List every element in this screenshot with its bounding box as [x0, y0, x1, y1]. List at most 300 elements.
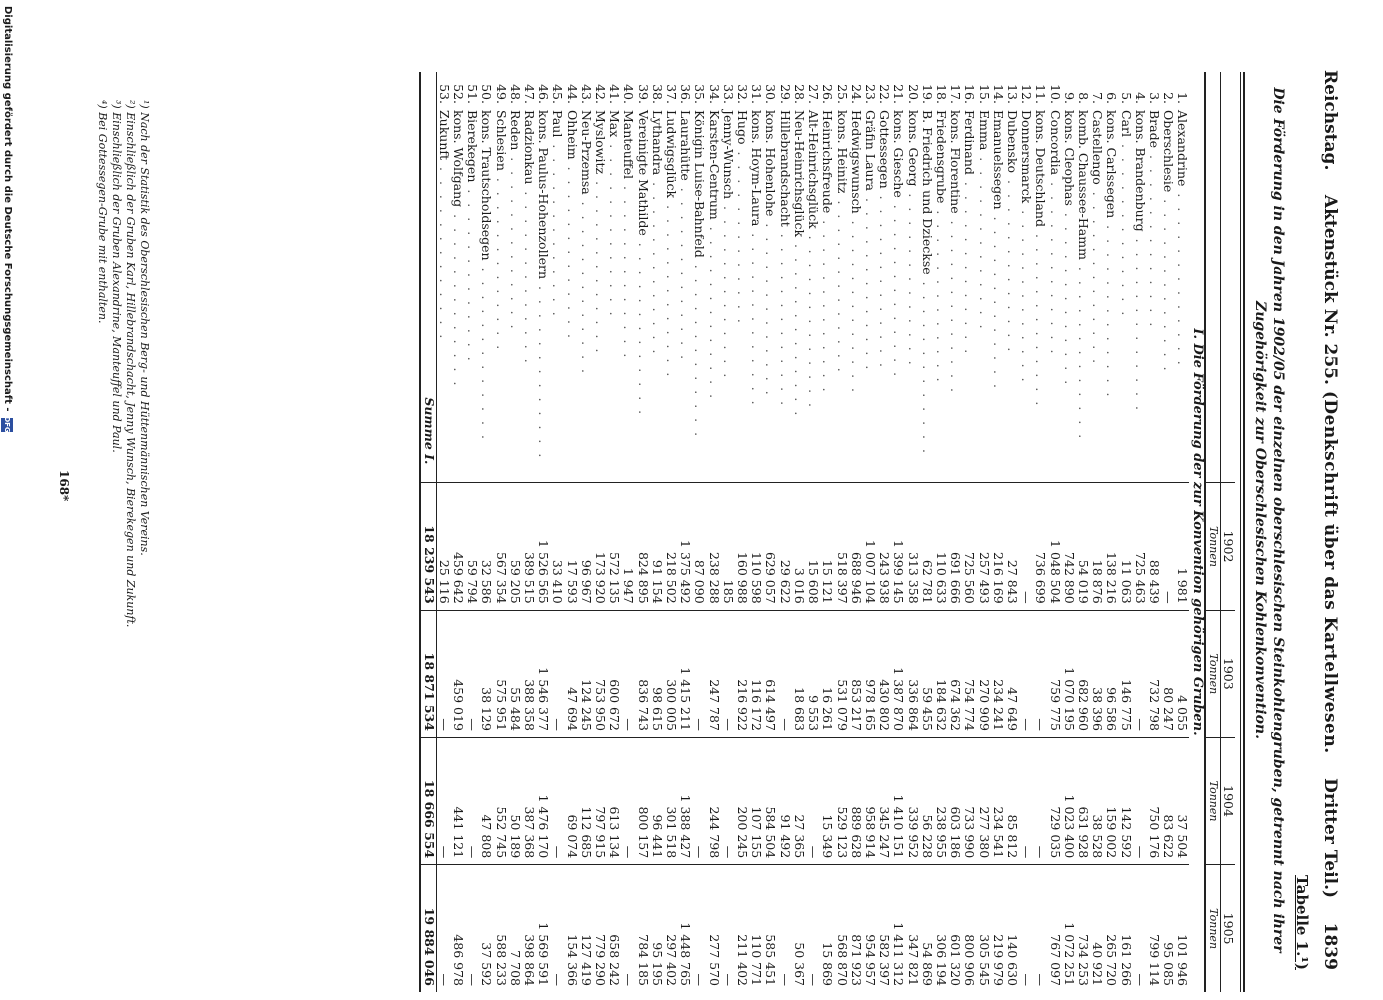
tonnage-cell: 37 592 — [479, 865, 493, 992]
table-row — [735, 72, 749, 992]
tonnage-cell: 96 441 — [650, 737, 664, 864]
mine-name: Gräfin Laura — [862, 110, 878, 192]
mine-name-cell — [1076, 72, 1090, 483]
table-row — [635, 72, 649, 992]
sum-row — [420, 72, 436, 992]
row-number: 1. — [1175, 92, 1191, 104]
table-row — [1005, 72, 1019, 992]
tonnage-cell: — — [1019, 865, 1033, 992]
mine-name-cell — [920, 72, 934, 483]
tonnage-cell: 518 397 — [834, 483, 848, 610]
leader-dots: . . . . . . . . . . . . . — [1004, 173, 1020, 355]
tonnage-cell: — — [1033, 865, 1047, 992]
tonnage-cell: 725 560 — [962, 483, 976, 610]
tonnage-cell: 836 743 — [635, 610, 649, 737]
row-number: 28. — [791, 84, 807, 104]
tonnage-cell: 742 890 — [1062, 483, 1076, 610]
mine-name: Schlesien — [493, 110, 509, 171]
tonnage-cell: 110 633 — [934, 483, 948, 610]
tonnage-cell: 216 922 — [735, 610, 749, 737]
mine-name: kons. Hoym-Laura — [749, 110, 765, 227]
header-year-1902: 1902 — [1220, 483, 1235, 610]
mine-name-cell — [976, 72, 990, 483]
tonnage-cell: 40 921 — [1090, 865, 1104, 992]
table-row — [920, 72, 934, 992]
mine-name: Donnersmarck — [1019, 110, 1035, 204]
tonnage-cell: — — [692, 865, 706, 992]
mine-name: Zukunft — [436, 110, 452, 161]
tonnage-cell: 95 195 — [650, 865, 664, 992]
table-row — [1090, 72, 1104, 992]
tonnage-cell: 691 666 — [948, 483, 962, 610]
tonnage-cell: 55 484 — [508, 610, 522, 737]
mine-name: Friedensgrube — [933, 110, 949, 204]
leader-dots: . . . . . . . . . . . . . — [877, 188, 893, 370]
tonnage-cell: 441 121 — [451, 737, 465, 864]
mine-name-cell — [1033, 72, 1047, 483]
tonnage-cell: 585 451 — [763, 865, 777, 992]
table-row — [1104, 72, 1118, 992]
tonnage-cell: 1 947 — [621, 483, 635, 610]
mine-name-cell — [451, 72, 465, 483]
mine-name: Paul — [550, 110, 566, 138]
tonnage-cell: 889 628 — [849, 737, 863, 864]
header-right: Dritter Teil.) — [1320, 778, 1340, 899]
tonnage-cell: — — [1019, 483, 1033, 610]
table-row — [763, 72, 777, 992]
tonnage-cell: 733 990 — [962, 737, 976, 864]
mine-name: Vereinigte Mathilde — [635, 110, 651, 236]
leader-dots: . . . . . . . . . . . . . — [664, 198, 680, 380]
table-row — [706, 72, 720, 992]
table-row — [493, 72, 507, 992]
table-row — [778, 72, 792, 992]
tonnage-cell: 234 541 — [991, 737, 1005, 864]
tonnage-cell: 238 955 — [934, 737, 948, 864]
mine-name: Hugo — [735, 110, 751, 145]
leader-dots: . . . . . . . . . . . . . — [990, 209, 1006, 391]
table-row — [849, 72, 863, 992]
tonnage-cell: — — [1133, 737, 1147, 864]
mine-name-cell — [635, 72, 649, 483]
mine-name: kons. Wolfgang — [451, 110, 467, 208]
table-row — [1118, 72, 1132, 992]
mine-name-cell — [820, 72, 834, 483]
leader-dots: . . . . . . . . . . . . . — [1146, 148, 1162, 330]
tonnage-cell: 110 771 — [749, 865, 763, 992]
mine-name: Jenny-Wunsch — [720, 110, 736, 200]
tonnage-cell: 9 553 — [806, 610, 820, 737]
tonnage-cell: 753 950 — [593, 610, 607, 737]
mine-name: kons. Trautscholdsegen — [479, 110, 495, 261]
tonnage-cell: 146 775 — [1118, 610, 1132, 737]
leader-dots: . . . . . . . . . . . . . — [948, 213, 964, 395]
tonnage-cell: 87 090 — [692, 483, 706, 610]
row-number: 47. — [522, 84, 538, 104]
mine-name-cell — [1175, 72, 1189, 483]
mine-name-cell — [1118, 72, 1132, 483]
tonnage-cell: 33 410 — [550, 483, 564, 610]
tonnage-cell: 568 870 — [834, 865, 848, 992]
mine-name: kons. Heinitz — [834, 110, 850, 194]
row-number: 53. — [436, 84, 452, 104]
tonnage-cell: 88 439 — [1147, 483, 1161, 610]
table-row — [806, 72, 820, 992]
tonnage-cell: 306 194 — [934, 865, 948, 992]
tonnage-cell: 219 979 — [991, 865, 1005, 992]
mine-name-cell — [1090, 72, 1104, 483]
tonnage-cell: 1 526 565 — [536, 483, 550, 610]
row-number: 16. — [962, 84, 978, 104]
tonnage-cell: 37 504 — [1175, 737, 1189, 864]
tonnage-cell: — — [465, 865, 479, 992]
leader-dots: . . . . . . . . . . . . . — [564, 159, 580, 341]
row-number: 39. — [635, 84, 651, 104]
tonnage-cell: 1 388 427 — [678, 737, 692, 864]
footnote: ³) Einschließlich der Gruben Alexandrine, Manteuffel und Paul. — [110, 100, 123, 453]
mine-name-cell — [678, 72, 692, 483]
tonnage-cell: 688 946 — [849, 483, 863, 610]
mine-name-cell — [735, 72, 749, 483]
row-number: 36. — [678, 84, 694, 104]
tonnage-cell: 1 007 104 — [863, 483, 877, 610]
row-number: 19. — [919, 84, 935, 104]
footnote: ¹) Nach der Statistik des Oberschlesischen Berg- und Hüttenmännischen Vereins. — [138, 100, 151, 556]
tonnage-cell: 38 396 — [1090, 610, 1104, 737]
tonnage-cell: 734 253 — [1076, 865, 1090, 992]
leader-dots: . . . . . . . . . . . . . — [1175, 186, 1191, 368]
mine-name-cell — [536, 72, 550, 483]
leader-dots: . . . . . . . . . . . . . — [522, 184, 538, 366]
tonnage-cell: 797 915 — [593, 737, 607, 864]
mine-name: Hillebrandschacht — [777, 110, 793, 227]
row-number: 3. — [1146, 92, 1162, 104]
tonnage-cell: 978 165 — [863, 610, 877, 737]
tonnage-cell: 799 114 — [1147, 865, 1161, 992]
mine-name: Heinrichsfreude — [820, 110, 836, 214]
leader-dots: . . . . . . . . . . . . . — [1033, 226, 1049, 409]
mine-name-cell — [550, 72, 564, 483]
table-row — [820, 72, 834, 992]
mine-name: Neu-Przemsa — [578, 110, 594, 195]
tonnage-cell: 16 261 — [820, 610, 834, 737]
leader-dots: . . . . . . . . . . . . . — [578, 194, 594, 377]
mine-name: B. Friedrich und Dzieckse — [919, 110, 935, 275]
tonnage-cell: 127 419 — [579, 865, 593, 992]
tonnage-cell: 160 988 — [735, 483, 749, 610]
running-header — [1313, 70, 1347, 970]
tonnage-cell: 277 570 — [706, 865, 720, 992]
table-row — [863, 72, 877, 992]
header-year-1904: 1904 — [1220, 737, 1235, 864]
mine-name-cell — [778, 72, 792, 483]
sum-cell: 18 666 554 — [420, 737, 436, 864]
mine-name-cell — [1019, 72, 1033, 483]
leader-dots: . . . . . . . . . . . . . — [493, 170, 509, 353]
tonnage-cell: — — [721, 865, 735, 992]
production-table — [419, 72, 1235, 992]
tonnage-cell: 15 121 — [820, 483, 834, 610]
mine-name-cell — [1005, 72, 1019, 483]
tonnage-cell: 732 798 — [1147, 610, 1161, 737]
mine-name: Hedwigswunsch — [848, 110, 864, 214]
row-number: 51. — [465, 84, 481, 104]
mine-name-cell — [579, 72, 593, 483]
tonnage-cell: 631 928 — [1076, 737, 1090, 864]
tonnage-cell: — — [621, 610, 635, 737]
mine-name: Karsten-Centrum — [706, 110, 722, 220]
tonnage-cell: 529 123 — [834, 737, 848, 864]
table-row — [749, 72, 763, 992]
mine-name: kons. Brandenburg — [1132, 110, 1148, 232]
leader-dots: . . . . . . . . . . . . . — [436, 160, 452, 342]
top-rule-thin — [1240, 72, 1241, 992]
tonnage-cell: — — [436, 737, 451, 864]
tonnage-cell: 140 630 — [1005, 865, 1019, 992]
tonnage-cell: 184 632 — [934, 610, 948, 737]
tonnage-cell: 18 876 — [1090, 483, 1104, 610]
row-number: 37. — [664, 84, 680, 104]
leader-dots: . . . . . . . . . . . . . — [1118, 137, 1134, 319]
tonnage-cell: 1 569 591 — [536, 865, 550, 992]
header-year-1905: 1905 — [1220, 865, 1235, 992]
leader-dots: . . . . . . . . . . . . . — [891, 197, 907, 380]
tonnage-cell: 954 957 — [863, 865, 877, 992]
table-row — [834, 72, 848, 992]
sum-cell: 18 239 543 — [420, 483, 436, 610]
mine-name-cell — [1104, 72, 1118, 483]
tonnage-cell: 3 016 — [792, 483, 806, 610]
leader-dots: . . . . . . . . . . . . . — [593, 174, 609, 356]
leader-dots: . . . . . . . . . . . . . — [607, 137, 623, 319]
page-number: 168* — [57, 470, 71, 502]
tonnage-cell: 50 189 — [508, 737, 522, 864]
mine-name-cell — [849, 72, 863, 483]
mine-name: kons. Deutschland — [1033, 110, 1049, 227]
table-row — [991, 72, 1005, 992]
leader-dots: . . . . . . . . . . . . . — [621, 179, 637, 361]
table-title: Die Förderung in den Jahren 1902/05 der einzelnen oberschlesischen Steinkohlengruben, getrennt nach ihrer Zugehörigkeit zur Oberschlesischen Kohlenkonvention. — [1252, 87, 1286, 953]
tonnage-cell: 754 774 — [962, 610, 976, 737]
mine-name: Alexandrine — [1175, 110, 1191, 187]
tonnage-cell: 767 097 — [1047, 865, 1061, 992]
tonnage-cell: 389 515 — [522, 483, 536, 610]
mine-name: Ohheim — [564, 110, 580, 160]
tonnage-cell: — — [778, 865, 792, 992]
row-number: 14. — [990, 84, 1006, 104]
row-number: 49. — [493, 84, 509, 104]
row-number: 33. — [720, 84, 736, 104]
tonnage-cell: 159 002 — [1104, 737, 1118, 864]
tonnage-cell: 56 228 — [920, 737, 934, 864]
dfg-logo-icon: DFG — [3, 416, 12, 433]
leader-dots: . . . . . . . . . . . . . — [1061, 205, 1077, 388]
header-page: 1839 — [1320, 922, 1340, 970]
digitization-note — [0, 0, 15, 1000]
leader-dots: . . . . . . . . . . . . . — [1075, 259, 1091, 442]
row-number: 9. — [1061, 92, 1077, 104]
tonnage-cell: 629 057 — [763, 483, 777, 610]
mine-name: Radzionkau — [522, 110, 538, 185]
table-row — [479, 72, 493, 992]
table-row — [465, 72, 479, 992]
header-row-years — [1220, 72, 1235, 992]
mine-name: Dubensko — [1004, 110, 1020, 174]
tonnage-cell: 582 397 — [877, 865, 891, 992]
row-number: 29. — [777, 84, 793, 104]
row-number: 24. — [848, 84, 864, 104]
tonnage-cell: 47 649 — [1005, 610, 1019, 737]
tonnage-cell: 459 642 — [451, 483, 465, 610]
mine-name: kons. Giesche — [891, 110, 907, 198]
tonnage-cell: 32 586 — [479, 483, 493, 610]
tonnage-cell: 18 683 — [792, 610, 806, 737]
tonnage-cell: 800 157 — [635, 737, 649, 864]
mine-name: komb. Chaussee-Hamm — [1075, 110, 1091, 260]
table-row — [579, 72, 593, 992]
table-row — [1062, 72, 1076, 992]
row-number: 48. — [507, 84, 523, 104]
row-number: 11. — [1033, 84, 1049, 104]
tonnage-cell: 80 247 — [1161, 610, 1175, 737]
mine-name-cell — [834, 72, 848, 483]
tonnage-cell: 430 802 — [877, 610, 891, 737]
tonnage-cell: 238 288 — [706, 483, 720, 610]
mine-name-cell — [465, 72, 479, 483]
row-number: 43. — [578, 84, 594, 104]
tonnage-cell: 265 720 — [1104, 865, 1118, 992]
tonnage-cell: 59 794 — [465, 483, 479, 610]
mine-name-cell — [692, 72, 706, 483]
mine-name-cell — [792, 72, 806, 483]
mine-name-cell — [891, 72, 905, 483]
tonnage-cell: 301 518 — [664, 737, 678, 864]
table-row — [564, 72, 578, 992]
tonnage-cell: 297 402 — [664, 865, 678, 992]
mine-name: Emma — [976, 110, 992, 151]
table-row — [891, 72, 905, 992]
tonnage-cell: 17 593 — [564, 483, 578, 610]
tonnage-cell: 11 063 — [1118, 483, 1132, 610]
tonnage-cell: 200 245 — [735, 737, 749, 864]
tonnage-cell: 313 358 — [905, 483, 919, 610]
leader-dots: . . . . . . . . . . . . . — [763, 216, 779, 398]
row-number: 52. — [451, 84, 467, 104]
tonnage-cell: 25 116 — [436, 483, 451, 610]
mine-name-cell — [763, 72, 777, 483]
tonnage-cell: 613 134 — [607, 737, 621, 864]
tonnage-cell: 567 354 — [493, 483, 507, 610]
tonnage-cell: 779 290 — [593, 865, 607, 992]
table-row — [607, 72, 621, 992]
mine-name: Neu-Heinrichsglück — [791, 110, 807, 238]
tonnage-cell: 601 320 — [948, 865, 962, 992]
row-number: 10. — [1047, 84, 1063, 104]
tonnage-cell: 1 981 — [1175, 483, 1189, 610]
row-number: 25. — [834, 84, 850, 104]
leader-dots: . . . . . . . . . . . . . — [1019, 203, 1035, 385]
tonnage-cell: 211 402 — [735, 865, 749, 992]
tonnage-cell: 91 154 — [650, 483, 664, 610]
leader-dots: . . . . . . . . . . . . . — [820, 213, 836, 395]
tonnage-cell: 600 672 — [607, 610, 621, 737]
mine-name: Lythandra — [649, 110, 665, 176]
tonnage-cell: 15 869 — [820, 865, 834, 992]
tonnage-cell: — — [778, 610, 792, 737]
header-left: Reichstag. — [1320, 70, 1340, 171]
tonnage-cell: 345 247 — [877, 737, 891, 864]
mine-name-cell — [621, 72, 635, 483]
tonnage-cell: — — [436, 865, 451, 992]
tonnage-cell: 277 380 — [976, 737, 990, 864]
tonnage-cell: 98 615 — [650, 610, 664, 737]
leader-dots: . . . . . . . . . . . . . — [465, 182, 481, 364]
table-row — [664, 72, 678, 992]
section-heading-row — [1189, 72, 1204, 992]
table-row — [721, 72, 735, 992]
mine-name-cell — [1147, 72, 1161, 483]
leader-dots: . . . . . . . . . . . . . — [536, 279, 552, 461]
leader-dots: . . . . . . . . . . . . . — [1047, 175, 1063, 357]
row-number: 30. — [763, 84, 779, 104]
row-number: 45. — [550, 84, 566, 104]
row-number: 17. — [948, 84, 964, 104]
tonnage-cell: 388 358 — [522, 610, 536, 737]
tonnage-cell: 1 476 170 — [536, 737, 550, 864]
tonnage-cell: 1 023 400 — [1062, 737, 1076, 864]
leader-dots: . . . . . . . . . . . . . — [848, 213, 864, 395]
tonnage-cell: 173 920 — [593, 483, 607, 610]
table-row — [621, 72, 635, 992]
tonnage-cell: 1 387 870 — [891, 610, 905, 737]
row-number: 18. — [933, 84, 949, 104]
row-number: 31. — [749, 84, 765, 104]
sum-cell: 18 871 534 — [420, 610, 436, 737]
tonnage-cell: 4 055 — [1175, 610, 1189, 737]
tonnage-cell: 1 448 765 — [678, 865, 692, 992]
tonnage-cell: 218 502 — [664, 483, 678, 610]
sum-cell: 19 884 046 — [420, 865, 436, 992]
table-row — [1175, 72, 1189, 992]
footnote: ²) Einschließlich der Gruben Karl, Hillebrandschacht, Jenny Wunsch, Bierekegen und Zukunft. — [124, 100, 137, 628]
table-row — [1161, 72, 1175, 992]
tonnage-cell: 91 492 — [778, 737, 792, 864]
row-number: 26. — [820, 84, 836, 104]
table-row — [536, 72, 550, 992]
tonnage-cell: 7 708 — [508, 865, 522, 992]
mine-name: Laurahütte — [678, 110, 694, 181]
leader-dots: . . . . . . . . . . . . . — [692, 257, 708, 440]
tonnage-cell: 15 608 — [806, 483, 820, 610]
mine-name: Ferdinand — [962, 110, 978, 175]
tonnage-cell: — — [1033, 610, 1047, 737]
row-number: 15. — [976, 84, 992, 104]
table-row — [905, 72, 919, 992]
leader-dots: . . . . . . . . . . . . . — [720, 199, 736, 381]
tonnage-cell: 614 497 — [763, 610, 777, 737]
table-row — [1047, 72, 1061, 992]
tonnage-cell: 83 622 — [1161, 737, 1175, 864]
mine-name-cell — [948, 72, 962, 483]
tonnage-cell: 15 349 — [820, 737, 834, 864]
tonnage-cell: 736 699 — [1033, 483, 1047, 610]
tonnage-cell: 27 365 — [792, 737, 806, 864]
tonnage-cell: 572 135 — [607, 483, 621, 610]
mine-name-cell — [607, 72, 621, 483]
tonnage-cell: — — [1133, 865, 1147, 992]
tonnage-cell: 216 169 — [991, 483, 1005, 610]
mine-name: kons. Cleophas — [1061, 110, 1077, 206]
